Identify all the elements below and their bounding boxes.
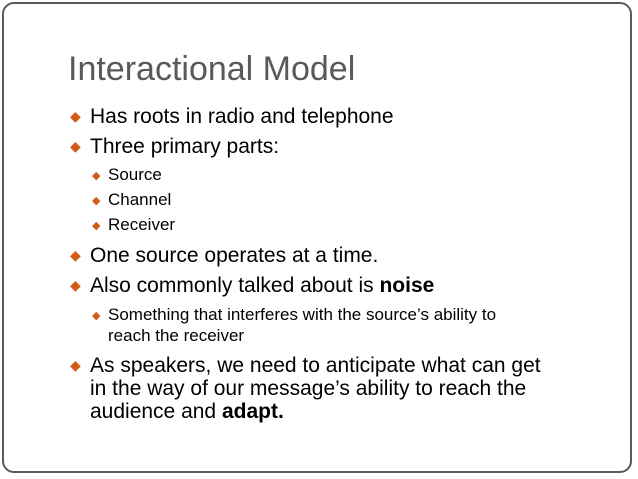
sub-bullet-text-line1: Something that interferes with the source’s ability to [108, 305, 497, 324]
sub-bullet-channel [92, 189, 171, 210]
diamond-bullet-icon: ◆ [92, 219, 101, 232]
diamond-bullet-icon: ◆ [92, 309, 101, 322]
bullet-item-speakers [70, 354, 541, 423]
bullet-text-plain: audience and [90, 400, 222, 423]
sub-bullet-source [92, 164, 162, 185]
sub-bullet-text: Receiver [108, 215, 176, 234]
sub-bullet-text-line2: reach the receiver [108, 326, 245, 345]
diamond-bullet-icon: ◆ [70, 358, 81, 374]
bullet-text-plain: Also commonly talked about is [90, 274, 380, 297]
bullet-item-roots [70, 105, 394, 128]
diamond-bullet-icon: ◆ [70, 109, 81, 125]
sub-bullet-receiver [92, 214, 175, 235]
diamond-bullet-icon: ◆ [70, 248, 81, 264]
bullet-item-three-parts [70, 135, 279, 158]
bullet-text-line1: As speakers, we need to anticipate what can get [90, 354, 541, 377]
diamond-bullet-icon: ◆ [70, 139, 81, 155]
slide-title: Interactional Model [68, 50, 356, 88]
diamond-bullet-icon: ◆ [70, 278, 81, 294]
bullet-text-bold: noise [379, 274, 435, 297]
sub-bullet-text: Channel [108, 190, 172, 209]
bullet-item-noise [70, 274, 434, 297]
sub-bullet-noise-definition [92, 304, 496, 346]
bullet-text: Has roots in radio and telephone [90, 105, 394, 128]
bullet-text-bold: adapt. [221, 400, 284, 423]
diamond-bullet-icon: ◆ [92, 194, 101, 207]
sub-bullet-text: Source [108, 165, 162, 184]
bullet-text: One source operates at a time. [90, 244, 379, 267]
diamond-bullet-icon: ◆ [92, 169, 101, 182]
bullet-text-line2: in the way of our message’s ability to reach the [90, 377, 527, 400]
bullet-item-one-source [70, 244, 378, 267]
bullet-text-line3 [90, 400, 541, 423]
bullet-text [90, 274, 434, 297]
bullet-text: Three primary parts: [90, 135, 280, 158]
